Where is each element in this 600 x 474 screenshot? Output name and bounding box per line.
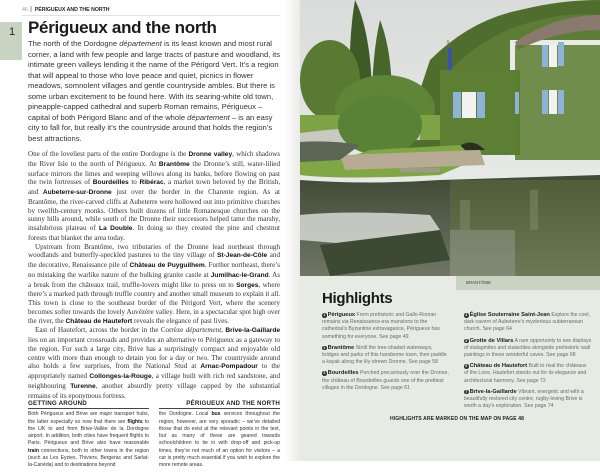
body-paragraph — [28, 326, 280, 400]
body-paragraph — [28, 243, 280, 327]
getting-around-column-2 — [159, 400, 280, 469]
text: , — [221, 326, 226, 335]
chapter-title: Périgueux and the north — [28, 18, 217, 37]
text: connections, both to other towns in the region (such as Les Eyzies, Thiviers, Bergerac and Sarlat-la-Canéda) and to destinations beyond — [28, 447, 149, 469]
text: . In doing so they created the pine and chestnut forests that blanket the area today. — [28, 224, 281, 242]
highlight-text: Stroll the tree-shaded waterways, bridges and parks of this handsome town, then paddle a kayak along the lily-strewn Dronne. See page 58 — [322, 344, 447, 366]
text: Upstream from Brantôme, two tributaries of the Dronne lead northeast through woodlands and butterfly-speckled pastures to the tiny village of — [28, 242, 280, 260]
brantome-photo — [300, 0, 600, 276]
place-name: Château de Hautefort — [65, 317, 133, 325]
keyword: bus — [211, 411, 221, 418]
text: lies on an important crossroads and provides an alternative to Périgueux as a gateway to the region. For such a large city, Brive has a surprisingly compact and enjoyable old centre with more than enough to detain you for a day or two. The countryside around also holds a few surprises, from the National Stud at — [28, 336, 280, 371]
highlights-panel — [322, 290, 592, 461]
intro-emphasis: département — [119, 39, 162, 48]
place-name: Brantôme — [158, 160, 190, 168]
highlight-name: Église Souterraine Saint-Jean — [469, 312, 550, 318]
highlight-item — [464, 312, 592, 334]
highlight-item — [464, 338, 592, 360]
running-head-marker — [30, 6, 32, 12]
place-name: Arnac-Pompadour — [200, 363, 258, 371]
text: the Dronne’s still, water-lilied surface mirrors the limes and weeping willows along its banks, before flowing on past the twin fortresses of — [28, 159, 280, 187]
intro-text: The north of the Dordogne — [28, 39, 120, 48]
getting-around-column-1 — [28, 400, 149, 469]
text: East of Hautefort, across the border in the Corrèze — [35, 326, 186, 335]
running-head-section: PÉRIGUEUX AND THE NORTH — [34, 7, 110, 13]
place-name: Château de Puyguilhem — [129, 262, 205, 269]
text: to — [128, 178, 140, 187]
text: the Dordogne. Local — [159, 411, 212, 418]
text: Both Périgueux and Brive are major transport hubs, the latter especially so now that there are — [28, 411, 149, 425]
number-badge-icon: 3 — [323, 371, 326, 376]
body-paragraph — [28, 150, 280, 243]
text: services throughout the region, however, are very sporadic – we’ve detailed those that do exist at the relevant points in the text, but as many of these are geared towards schoolchildren to tie in with drop-off and pick-up times, they’re not much of an option for visitors – a car is pretty much essential if you wish to explore the more remote areas. — [159, 411, 280, 469]
place-name: Brive-la-Gaillarde — [225, 327, 281, 335]
highlights-columns — [322, 312, 592, 414]
text: to the UK to and from Brive-Vallée de la Dordogne airport. In addition, both cities have frequent flights to Paris. Périgueux and Brive also have reasonable — [28, 418, 149, 447]
highlight-name: Château de Hautefort — [469, 363, 528, 370]
highlight-item — [322, 370, 450, 392]
body-text — [28, 150, 280, 400]
place-name: La Double — [99, 225, 133, 232]
text: , another absurdly pretty village capped by the substantial remains of its eponymous fortress. — [28, 381, 281, 400]
page-number: 46 — [22, 7, 28, 13]
highlight-name: Brantôme — [327, 344, 355, 351]
highlight-name: Grotte de Villars — [469, 337, 514, 344]
intro-text: – is an easy city to fall for, but really it’s the countryside around that holds the region’s best attractions. — [28, 112, 273, 143]
photo-caption: BRANTÔME — [466, 280, 492, 285]
text: . As a break from the châteaux trail, truffle-lovers might like to press on to — [28, 270, 280, 289]
highlight-text: A rare opportunity to see displays of stalagmites and stalactites alongside prehistoric wall paintings in these wonderful caves. See page 68 — [464, 337, 592, 359]
text: and the decorative, Renaissance pile of — [28, 251, 280, 269]
highlight-text: Vibrant, energetic and with a beautifully restored city centre, rugby-loving Brive is worth a day’s exploration. See page 74 — [464, 388, 584, 410]
highlights-map-reference: HIGHLIGHTS ARE MARKED ON THE MAP ON PAGE 48 — [390, 416, 524, 423]
number-badge-icon: 2 — [323, 345, 326, 350]
number-badge-icon: 5 — [465, 338, 468, 343]
number-badge-icon: 1 — [323, 313, 326, 317]
place-name: Ribérac — [139, 179, 164, 187]
getting-around-section-label: PÉRIGUEUX AND THE NORTH — [159, 400, 280, 409]
keyword: train — [28, 447, 40, 454]
emphasis: département — [185, 326, 222, 335]
highlight-text: From prehistoric and Gallo-Roman remains via Renaissance-era mansions to the cathedral’s Byzantine extravagance, Périgueux has something for everyone. See page 49 — [322, 312, 440, 340]
keyword: flights — [127, 418, 143, 425]
highlight-text: Built to rival the châteaux of the Loire, Hautefort stands out for its elegance and architectural harmony. See page 72 — [464, 363, 587, 384]
place-name: Bourdeilles — [92, 179, 129, 187]
highlight-item — [322, 345, 450, 367]
text: , a market town beloved by the British, and — [28, 178, 280, 196]
intro-emphasis: département — [187, 112, 230, 122]
number-badge-icon: 4 — [465, 313, 468, 317]
highlight-name: Brive-la-Gaillarde — [469, 388, 517, 395]
place-name: Jumilhac-le-Grand — [210, 271, 269, 279]
place-name: Dronne valley — [188, 151, 233, 158]
text: . Further northeast, there’s no mistaking the warlike nature of the hulking granite castle at — [28, 261, 280, 279]
intro-text: is its least known and most rural corner, a land with few people and large tracts of pasture and woodland, its intimate green valleys lending it the name of the Périgord Vert. It’s a region that will appeal to those who love peace and quiet, picnics in flower meadows, somnolent villages and gentle countryside ambles. But there is some urban excitement to be found here. With its searing-white old town, pineapple-capped cathedral and superb Roman remains, Périgueux – capital of both Périgord Blanc and of the whole — [28, 39, 281, 122]
highlights-title: Highlights — [322, 290, 393, 307]
place-name: Collonges-la-Rouge — [89, 373, 152, 380]
text: , which shadows the River Isle to the north of Périgueux. At — [28, 150, 281, 168]
highlight-item — [464, 389, 592, 411]
highlight-text: Perched precariously over the Dronne, the château of Bourdeilles guards one of the prettiest villages in the Dordogne. See page 61 — [322, 370, 449, 391]
text: just over the border in the Charente region. As at Brantôme, the river-carved cliffs at Aubeterre were hollowed out into primitive churches by twelfth-century monks. Others built dozens of little Romanesque churches on the sunny hills around, while south of the Dronne their successors helped tame the marshy, insalubrious plateau of — [28, 188, 280, 232]
place-name: St-Jean-de-Côle — [217, 252, 268, 260]
running-head — [22, 6, 280, 16]
text: to the appropriately named — [28, 362, 280, 380]
highlight-item — [322, 312, 450, 341]
left-page-content — [22, 6, 281, 469]
number-badge-icon: 6 — [465, 364, 468, 369]
highlight-name: Périgueux — [327, 312, 356, 318]
chapter-number: 1 — [9, 26, 16, 38]
getting-around-box — [28, 400, 280, 473]
place-name: Sorges — [236, 281, 259, 289]
highlight-text: Explore the cool, dark cavern of Aubeterre’s mysterious subterranean church. See page 64 — [464, 312, 590, 333]
highlights-column-1 — [322, 312, 450, 414]
getting-around-heading: GETTING AROUND — [28, 400, 149, 409]
place-name: Aubeterre-sur-Dronne — [42, 189, 112, 196]
text: reveals the elegance of past lives. — [132, 316, 229, 325]
highlights-column-2 — [464, 312, 592, 414]
intro-paragraph — [28, 39, 280, 144]
photo-illustration — [300, 0, 600, 276]
text: , a village built with rich red sandstone, and neighbouring — [28, 372, 280, 390]
number-badge-icon: 7 — [465, 389, 468, 394]
highlight-item — [464, 363, 592, 385]
place-name: Turenne — [70, 382, 96, 390]
highlight-name: Bourdeilles — [327, 370, 359, 377]
text: One of the loveliest parts of the entire Dordogne is the — [28, 150, 189, 158]
text: , where there’s a marked path through truffle country and another small museum to explain it all. This town is close to the southeast border of the Périgord Vert, where the scenery becomes softer towards the lovely Auvézère valley. Here, in a spectacular spot high over the river, the — [28, 280, 280, 325]
